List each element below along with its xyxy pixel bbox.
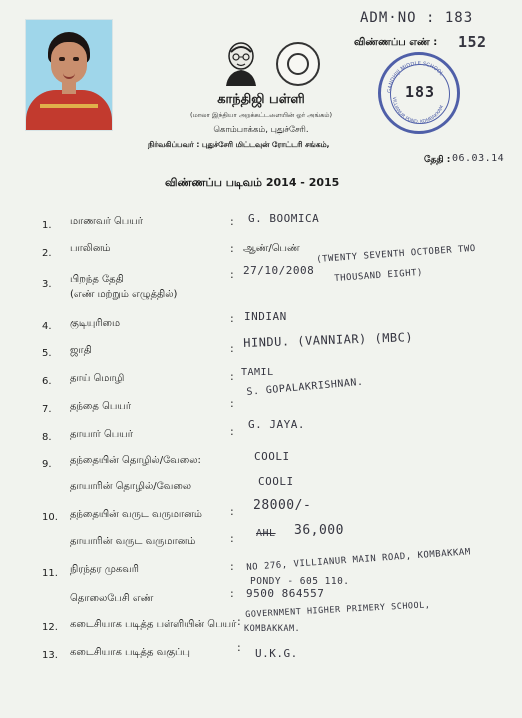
mother-income-value: 36,000	[294, 523, 344, 538]
row-11b-label: தொலைபேசி எண்	[70, 593, 154, 604]
row-10-colon: :	[230, 505, 234, 518]
row-11b-colon: :	[230, 587, 234, 600]
row-4-number: 4.	[42, 321, 52, 332]
dob-words-line-2: THOUSAND EIGHT)	[334, 267, 424, 284]
row-11-label: நிரந்தர முகவரி	[70, 564, 139, 575]
mother-name-value: G. JAYA.	[248, 418, 305, 431]
student-name-value: G. BOOMICA	[248, 212, 320, 225]
student-photo	[26, 20, 112, 130]
row-4-colon: :	[230, 312, 234, 325]
row-8-label: தாயார் பெயர்	[70, 429, 133, 440]
row-1-number: 1.	[42, 220, 52, 231]
father-occupation-value: COOLI	[254, 450, 290, 463]
row-13-colon: :	[237, 641, 241, 654]
row-5-colon: :	[230, 342, 234, 355]
row-2-colon: :	[230, 242, 234, 255]
previous-school-value-line-1: GOVERNMENT HIGHER PRIMERY SCHOOL,	[245, 600, 431, 620]
date-label: தேதி :	[424, 155, 451, 165]
row-9-label: தந்தையின் தொழில்/வேலை:	[70, 455, 201, 466]
row-1-label: மாணவர் பெயர்	[70, 216, 143, 227]
admission-number: ADM·NO : 183	[360, 10, 474, 26]
row-5-number: 5.	[42, 348, 52, 359]
row-6-colon: :	[230, 370, 234, 383]
address-value-line-1: NO 276, VILLIANUR MAIN ROAD, KOMBAKKAM	[246, 547, 472, 573]
seal-number: 183	[404, 83, 436, 101]
row-11-colon: :	[230, 560, 234, 573]
form-title: விண்ணப்ப படிவம் 2014 - 2015	[165, 176, 340, 189]
last-class-value: U.K.G.	[255, 647, 298, 660]
row-13-number: 13.	[42, 650, 58, 661]
row-6-label: தாய் மொழி	[70, 373, 125, 384]
seal-bottom-text: VILLIANUR POND, KOMBAKKAM	[390, 96, 446, 126]
phone-value: 9500 864557	[246, 587, 325, 600]
dob-words-line-1: (TWENTY SEVENTH OCTOBER TWO	[316, 243, 477, 265]
row-10b-label: தாயாரின் வருட வருமானம்	[70, 536, 196, 547]
row-13-label: கடைசியாக படித்த வகுப்பு	[70, 647, 190, 658]
gandhi-logo-icon	[222, 42, 260, 86]
row-2-label: பாலினம்	[70, 243, 111, 254]
row-12-number: 12.	[42, 622, 58, 633]
row-7-label: தந்தை பெயர்	[70, 401, 132, 412]
application-number-label: விண்ணப்ப எண் :	[354, 37, 438, 48]
row-10-number: 10.	[42, 512, 58, 523]
row-9-number: 9.	[42, 459, 52, 470]
row-10b-colon: :	[230, 532, 234, 545]
school-name: காந்திஜி பள்ளி	[217, 92, 305, 107]
row-12-label: கடைசியாக படித்த பள்ளியின் பெயர்	[70, 619, 237, 630]
row-1-colon: :	[230, 215, 234, 228]
struck-text: AHL	[256, 528, 276, 539]
row-8-number: 8.	[42, 432, 52, 443]
previous-school-value-line-2: KOMBAKKAM.	[244, 624, 301, 634]
row-10-label: தந்தையின் வருட வருமானம்	[70, 509, 202, 520]
date-value: 06.03.14	[452, 153, 505, 164]
row-7-number: 7.	[42, 404, 52, 415]
seal-top-text: GANDHIJI MIDDLE SCHOOL	[386, 60, 445, 94]
gender-value: ஆண்/பெண்	[243, 243, 300, 254]
school-address: கொம்பாக்கம், புதுச்சேரி.	[213, 125, 309, 135]
row-7-colon: :	[230, 397, 234, 410]
dob-value: 27/10/2008	[243, 264, 315, 277]
row-8-colon: :	[230, 425, 234, 438]
row-4-label: குடியுரிமை	[70, 318, 121, 329]
father-income-value: 28000/-	[253, 498, 312, 513]
citizenship-value: INDIAN	[244, 310, 287, 323]
caste-value: HINDU. (VANNIAR) (MBC)	[243, 330, 414, 350]
row-6-number: 6.	[42, 376, 52, 387]
row-3-label-2: (எண் மற்றும் எழுத்தில்)	[70, 289, 178, 300]
address-value-line-2: PONDY - 605 110.	[250, 576, 350, 587]
application-number-value: 152	[458, 33, 487, 51]
school-administrator: நிர்வகிப்பவர் : புதுச்சேரி மிட்டவுன் ரோட்டரி சங்கம்,	[148, 140, 330, 149]
father-name-value: S. GOPALAKRISHNAN.	[246, 376, 364, 398]
row-5-label: ஜாதி	[70, 345, 92, 356]
row-9b-label: தாயாரின் தொழில்/வேலை	[70, 481, 192, 492]
row-12-colon: :	[237, 615, 241, 628]
mother-occupation-value: COOLI	[258, 475, 294, 488]
row-2-number: 2.	[42, 248, 52, 259]
mother-tongue-value: TAMIL	[241, 367, 274, 378]
row-11-number: 11.	[42, 568, 58, 579]
school-emblem-icon	[276, 42, 320, 86]
row-3-colon: :	[230, 268, 234, 281]
row-3-number: 3.	[42, 279, 52, 290]
school-seal	[378, 52, 460, 134]
school-affiliation: (மாலா இந்தியா அறக்கட்டளையின் ஓர் அங்கம்)	[190, 111, 332, 119]
row-3-label: பிறந்த தேதி	[70, 274, 124, 285]
